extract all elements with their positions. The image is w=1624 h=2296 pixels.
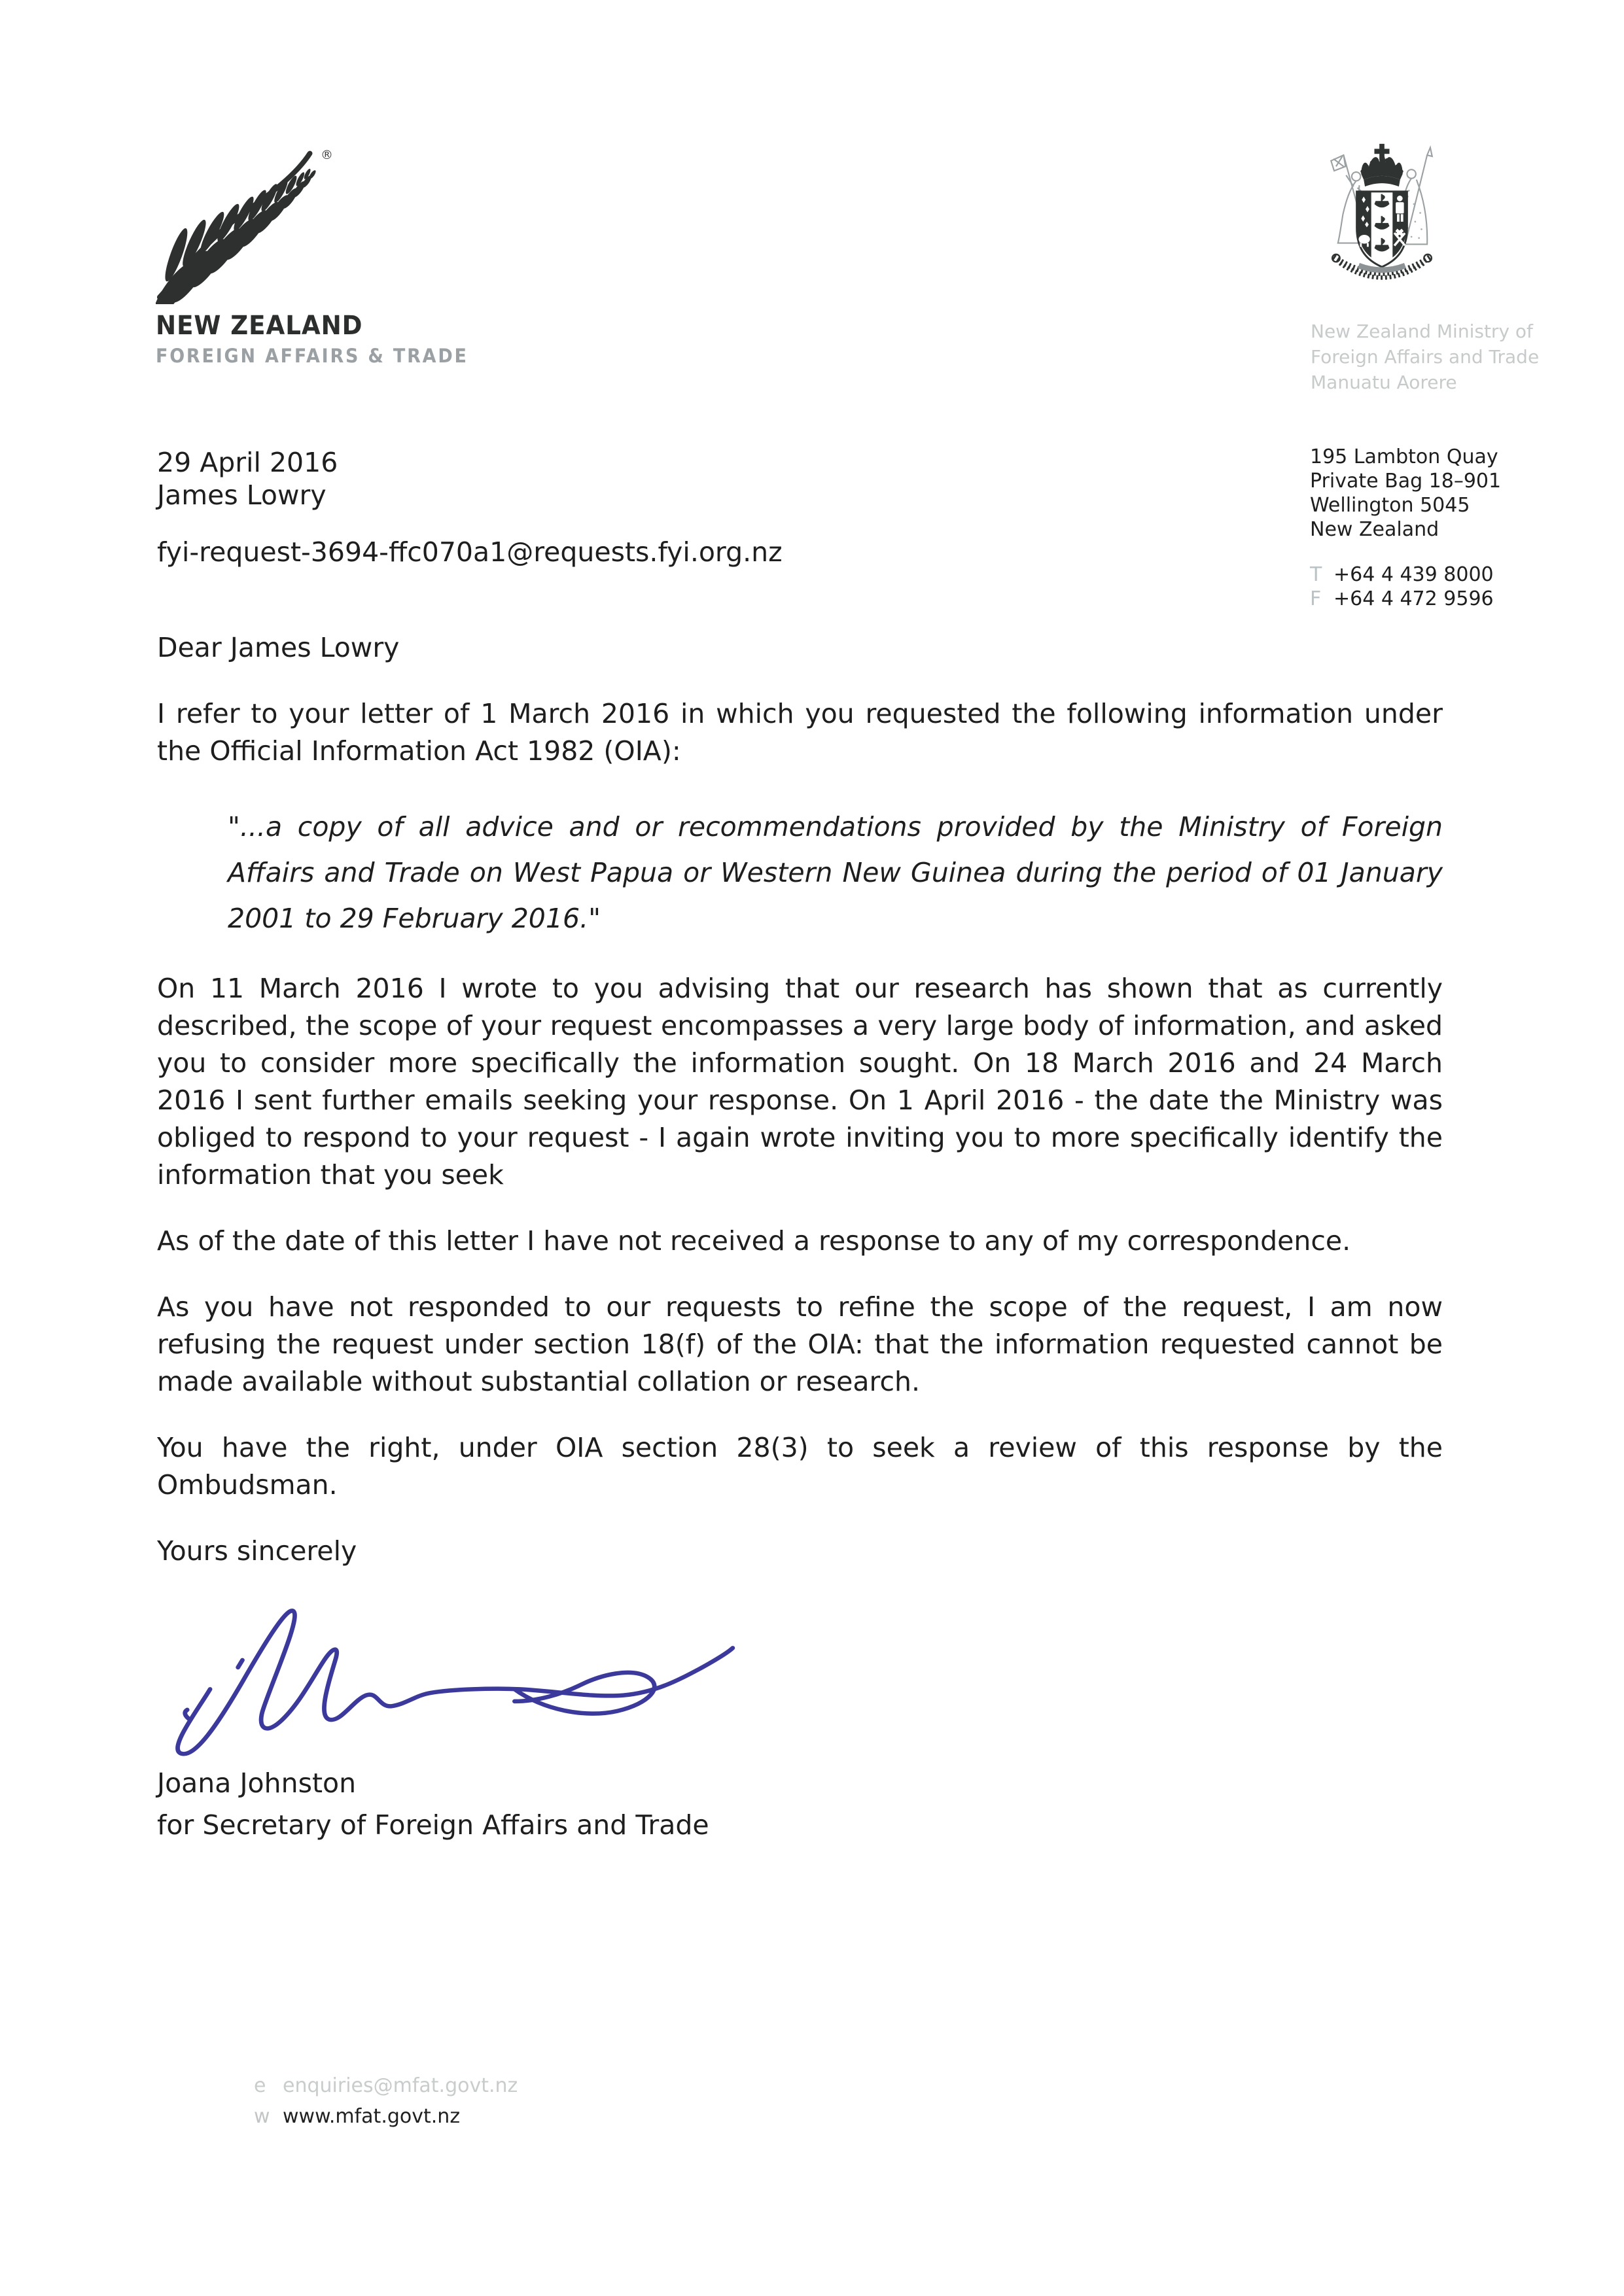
address-line: Private Bag 18–901: [1310, 470, 1502, 493]
phone-label: T: [1310, 563, 1322, 586]
phone-block: [1310, 563, 1501, 611]
fax-line: [1310, 587, 1501, 611]
sender-address-block: [1310, 445, 1501, 611]
paragraph: On 11 March 2016 I wrote to you advising that our research has shown that as currently described, the scope of your request encompasses a very large body of information, and asked you to consider more specifically the information sought. On 18 March 2016 and 24 March 2016 I sent further emails seeking your response. On 1 April 2016 - the date the Ministry was obliged to respond to your request - I again wrote inviting you to more specifically identify the information that you seek: [157, 973, 1443, 1191]
ministry-caption-line: Manuatu Aorere: [1311, 372, 1457, 393]
fax-number: +64 4 472 9596: [1333, 587, 1494, 610]
footer-web-line: [254, 2101, 518, 2132]
phone-line: [1310, 563, 1501, 587]
signer-name: Joana Johnston: [157, 1767, 357, 1799]
fax-label: F: [1310, 587, 1322, 610]
ministry-caption-line: Foreign Affairs and Trade: [1311, 346, 1540, 368]
address-line: 195 Lambton Quay: [1310, 445, 1498, 468]
paragraph: As of the date of this letter I have not received a response to any of my correspondence.: [157, 1225, 1351, 1257]
letter-date: 29 April 2016: [157, 447, 338, 478]
logo-title: NEW ZEALAND: [156, 311, 363, 341]
salutation: Dear James Lowry: [157, 632, 400, 663]
footer-email: enquiries@mfat.govt.nz: [283, 2074, 518, 2097]
email-label: e: [254, 2074, 266, 2097]
request-quote: "...a copy of all advice and or recommendations provided by the Ministry of Foreign Affairs and Trade on West Papua or Western New Guinea during the period of 01 January 2001 to 29 February 2016.": [228, 811, 1443, 934]
recipient-name: James Lowry: [157, 479, 327, 511]
ministry-caption-line: New Zealand Ministry of: [1311, 321, 1533, 342]
ministry-caption: [1311, 319, 1539, 395]
coat-of-arms: [1303, 132, 1460, 295]
handwritten-signature: [149, 1576, 771, 1758]
nz-coat-of-arms-icon: [1303, 132, 1460, 292]
silver-fern-icon: [156, 144, 329, 304]
letter-body: [157, 629, 1443, 1846]
logo-subtitle: FOREIGN AFFAIRS & TRADE: [156, 345, 468, 367]
footer-email-line: [254, 2070, 518, 2101]
signer-title: for Secretary of Foreign Affairs and Trade: [157, 1809, 709, 1841]
page-footer: [254, 2070, 518, 2132]
closing: Yours sincerely: [157, 1535, 357, 1567]
mfat-logo: [156, 144, 468, 367]
address-line: New Zealand: [1310, 518, 1439, 541]
signer-block: [157, 1762, 1443, 1846]
signature-image: [149, 1576, 1443, 1758]
address-line: Wellington 5045: [1310, 494, 1470, 517]
trademark-symbol: ®: [321, 148, 333, 162]
paragraph: You have the right, under OIA section 28(3) to seek a review of this response by the Ombudsman.: [157, 1432, 1443, 1501]
recipient-email: fyi-request-3694-ffc070a1@requests.fyi.org.nz: [157, 536, 783, 568]
web-label: w: [254, 2105, 270, 2128]
paragraph: As you have not responded to our requests to refine the scope of the request, I am now refusing the request under section 18(f) of the OIA: that the information requested cannot be made available without substantial collation or research.: [157, 1291, 1443, 1397]
footer-website: www.mfat.govt.nz: [283, 2105, 461, 2128]
paragraph: I refer to your letter of 1 March 2016 in which you requested the following information under the Official Information Act 1982 (OIA):: [157, 698, 1443, 767]
phone-number: +64 4 439 8000: [1333, 563, 1494, 586]
recipient-block: [157, 446, 783, 568]
